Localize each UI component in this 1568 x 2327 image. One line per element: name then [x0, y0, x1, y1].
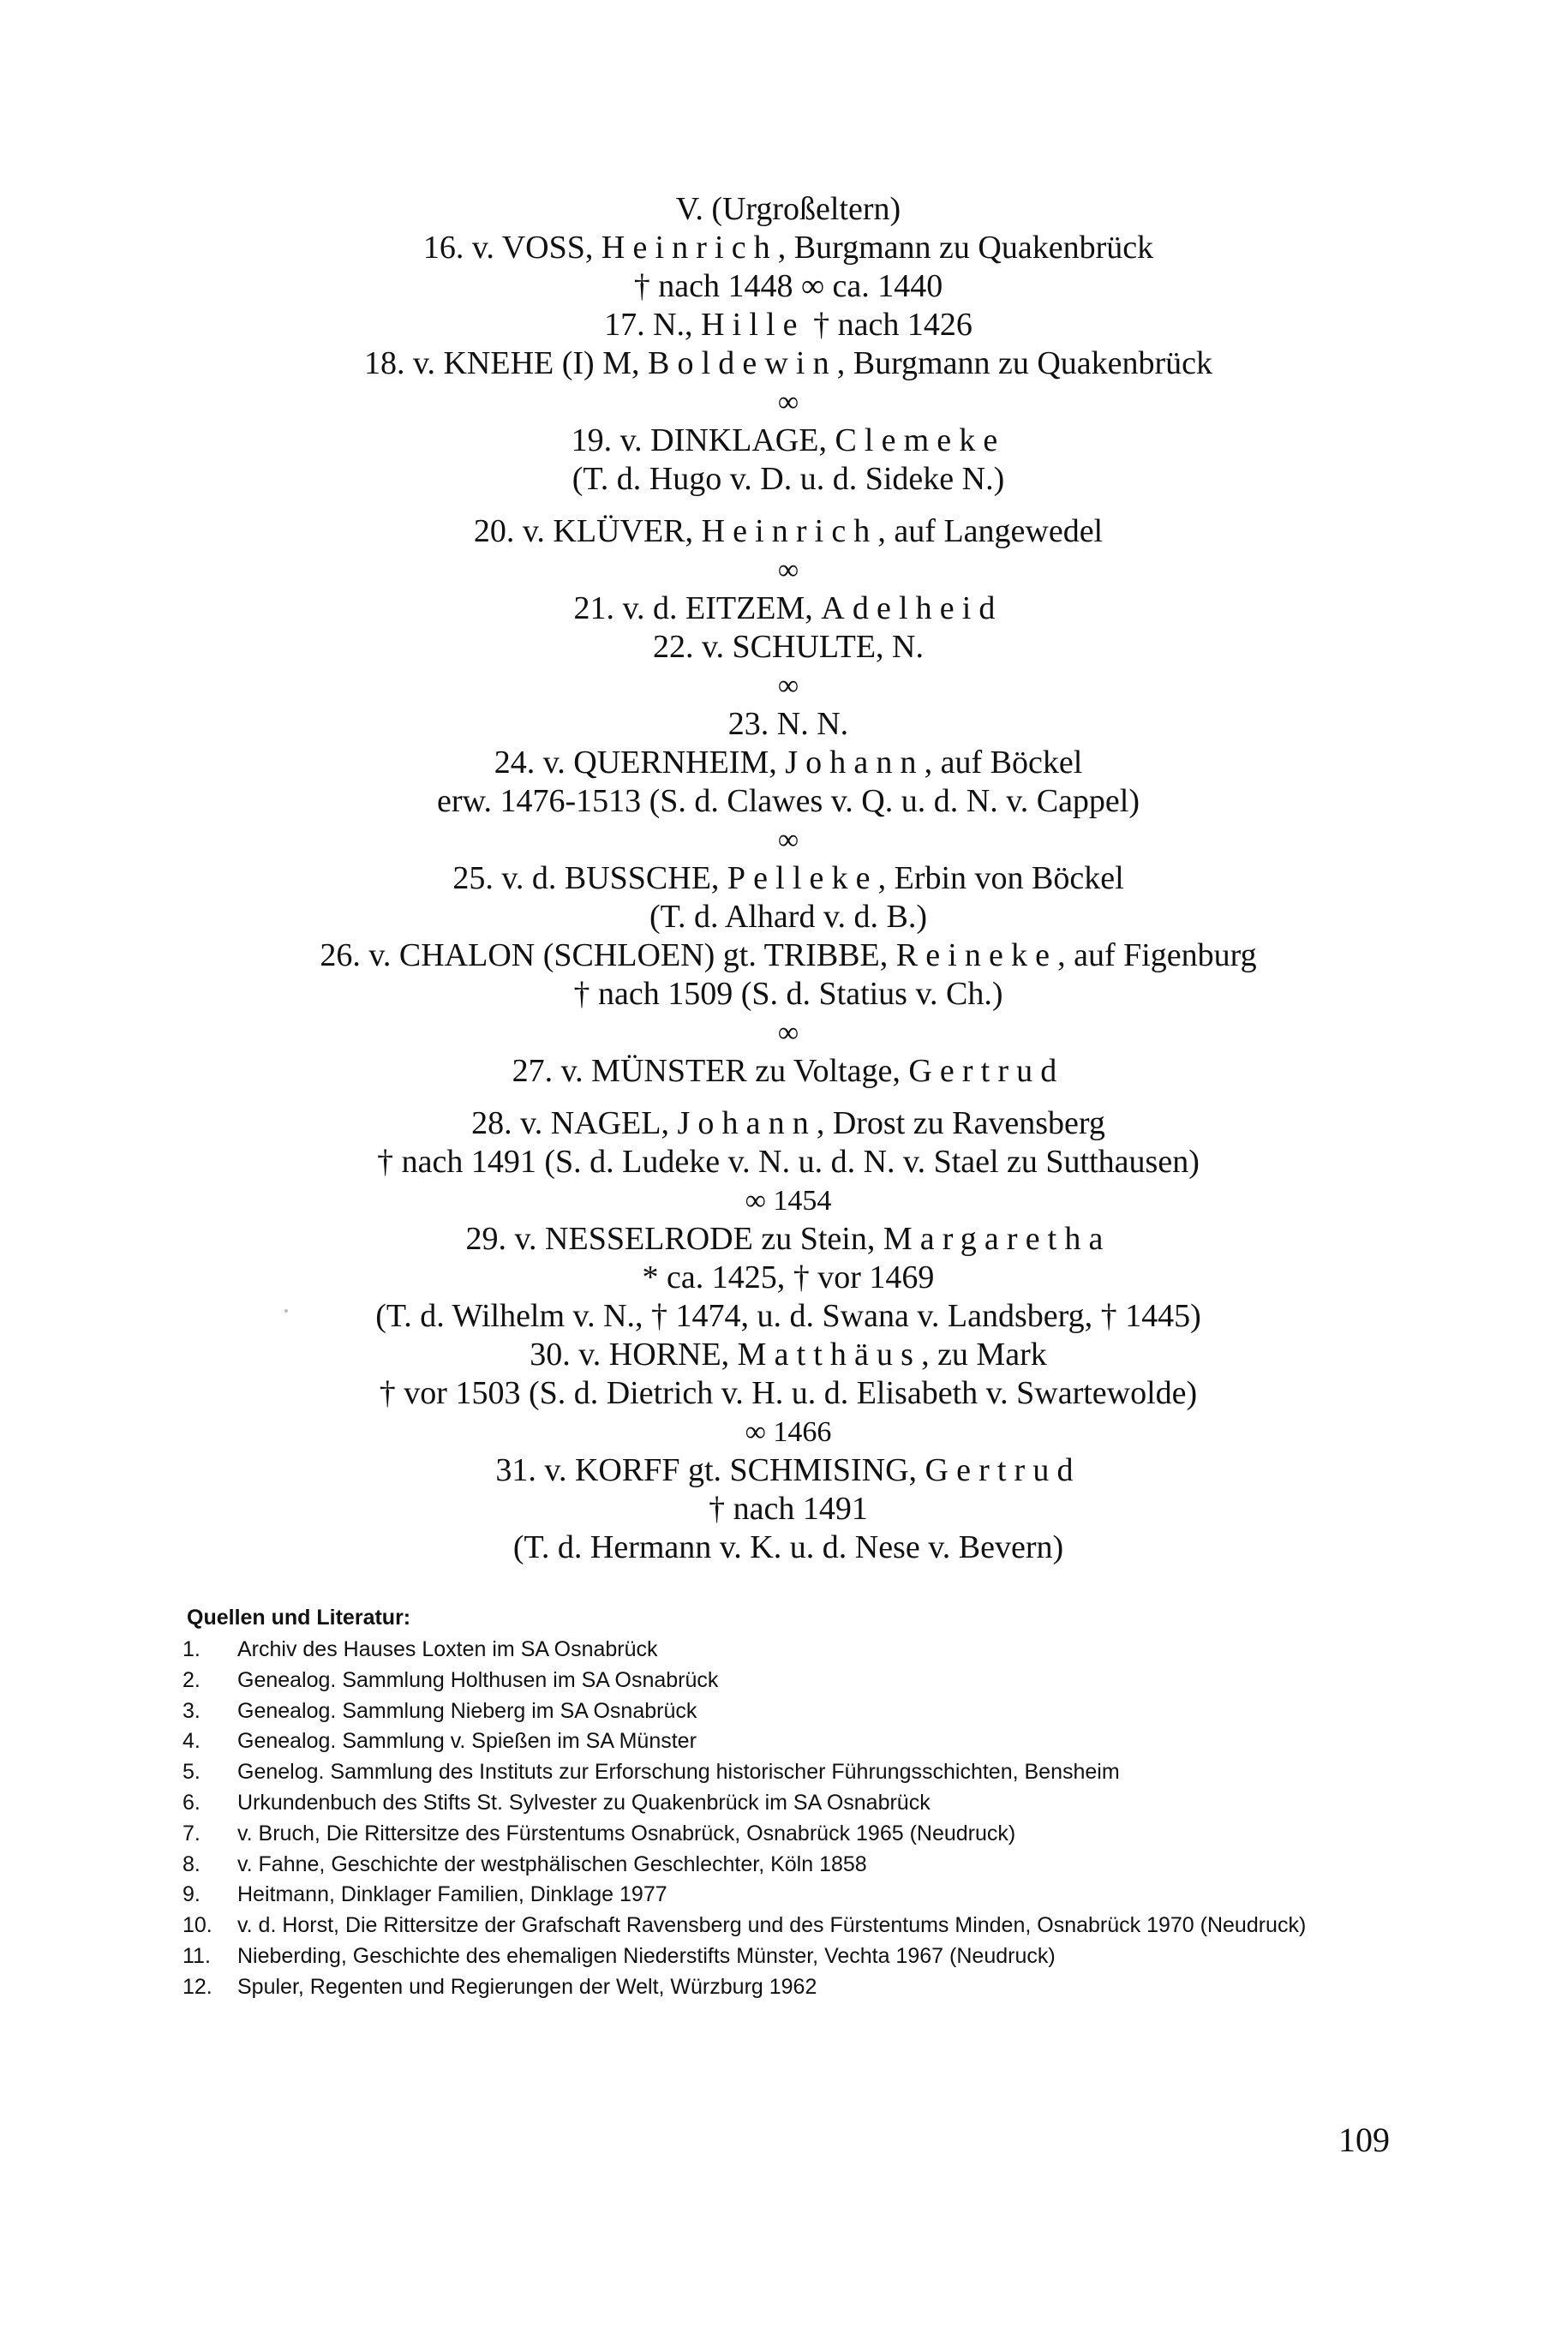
- ancestor-29: 29. v. NESSELRODE zu Stein, Margaretha: [465, 1221, 1111, 1257]
- source-item: [176, 1696, 1397, 1727]
- marriage-symbol: ∞: [777, 1017, 799, 1049]
- ancestor-31-parents: (T. d. Hermann v. K. u. d. Nese v. Bevern): [512, 1529, 1064, 1565]
- section-heading: V. (Urgroßeltern): [675, 191, 901, 227]
- source-number: 6.: [183, 1790, 200, 1815]
- ancestor-26-dates: † nach 1509 (S. d. Statius v. Ch.): [573, 976, 1003, 1012]
- ancestor-20: 20. v. KLÜVER, Heinrich, auf Langewedel: [473, 513, 1104, 549]
- source-item: [176, 1788, 1397, 1819]
- source-text: v. Fahne, Geschichte der westphälischen Geschlechter, Köln 1858: [237, 1851, 867, 1876]
- source-number: 12.: [183, 1974, 212, 1999]
- ancestor-30-dates: † vor 1503 (S. d. Dietrich v. H. u. d. Elisabeth v. Swartewolde): [379, 1375, 1198, 1411]
- ancestor-24: 24. v. QUERNHEIM, Johann, auf Böckel: [494, 745, 1083, 781]
- source-text: v. Bruch, Die Rittersitze des Fürstentums Osnabrück, Osnabrück 1965 (Neudruck): [237, 1821, 1016, 1845]
- source-text: Archiv des Hauses Loxten im SA Osnabrück: [237, 1637, 658, 1661]
- given-name: Gertrud: [908, 1053, 1065, 1089]
- ancestor-30: 30. v. HORNE, Matthäus, zu Mark: [530, 1337, 1047, 1373]
- ancestor-23: 23. N. N.: [727, 706, 849, 742]
- source-item: [176, 1726, 1397, 1757]
- source-text: Genealog. Sammlung Nieberg im SA Osnabrück: [237, 1698, 697, 1723]
- given-name: Hille: [701, 307, 805, 343]
- given-name: Boldewin: [648, 345, 837, 381]
- source-number: 10.: [183, 1913, 212, 1938]
- source-number: 9.: [183, 1882, 200, 1907]
- marriage-date: ∞ 1454: [745, 1185, 832, 1217]
- given-name: Johann: [785, 745, 925, 781]
- ancestor-26: 26. v. CHALON (SCHLOEN) gt. TRIBBE, Reineke, auf Figenburg: [320, 937, 1257, 973]
- marriage-symbol: ∞: [777, 554, 799, 586]
- ancestor-29-parents: (T. d. Wilhelm v. N., † 1474, u. d. Swana v. Landsberg, † 1445): [375, 1298, 1201, 1334]
- ancestor-24-dates: erw. 1476-1513 (S. d. Clawes v. Q. u. d. N. v. Cappel): [436, 783, 1140, 819]
- ancestor-16: 16. v. VOSS, Heinrich, Burgmann zu Quakenbrück: [422, 230, 1154, 266]
- ancestor-22: 22. v. SCHULTE, N.: [653, 629, 924, 665]
- given-name: Heinrich: [601, 230, 778, 266]
- source-item: [176, 1972, 1397, 2003]
- source-item: [176, 1941, 1397, 1972]
- source-text: Genelog. Sammlung des Instituts zur Erforschung historischer Führungsschichten, Bensheim: [237, 1760, 1120, 1785]
- source-text: Urkundenbuch des Stifts St. Sylvester zu Quakenbrück im SA Osnabrück: [237, 1790, 931, 1815]
- source-number: 3.: [183, 1698, 200, 1723]
- source-number: 2.: [183, 1667, 200, 1692]
- ancestor-25: 25. v. d. BUSSCHE, Pelleke, Erbin von Böckel: [452, 860, 1124, 896]
- source-item: [176, 1880, 1397, 1911]
- source-item: [176, 1757, 1397, 1788]
- given-name: Johann: [677, 1105, 817, 1141]
- source-item: [176, 1911, 1397, 1941]
- given-name: Pelleke: [727, 860, 878, 896]
- ancestor-19: 19. v. DINKLAGE, Clemeke: [571, 422, 1006, 458]
- source-number: 1.: [183, 1637, 200, 1661]
- ancestor-list: [197, 190, 1379, 1567]
- ancestor-31: 31. v. KORFF gt. SCHMISING, Gertrud: [495, 1452, 1081, 1488]
- ancestor-17: 17. N., Hille † nach 1426: [604, 307, 973, 343]
- sources-list: [176, 1635, 1397, 2003]
- source-number: 4.: [183, 1729, 200, 1754]
- ancestor-28-dates: † nach 1491 (S. d. Ludeke v. N. u. d. N. v. Stael zu Sutthausen): [377, 1144, 1200, 1180]
- source-item: [176, 1850, 1397, 1881]
- source-text: Nieberding, Geschichte des ehemaligen Niederstifts Münster, Vechta 1967 (Neudruck): [237, 1943, 1056, 1968]
- source-item: [176, 1666, 1397, 1696]
- given-name: Heinrich: [701, 513, 878, 549]
- scan-speck: [284, 1309, 288, 1313]
- given-name: Matthäus: [737, 1337, 922, 1373]
- ancestor-29-dates: * ca. 1425, † vor 1469: [642, 1259, 935, 1295]
- marriage-symbol: ∞: [777, 670, 799, 702]
- given-name: Reineke: [895, 937, 1058, 973]
- marriage-symbol: ∞: [777, 386, 799, 418]
- ancestor-19-parents: (T. d. Hugo v. D. u. d. Sideke N.): [572, 461, 1005, 497]
- source-item: [176, 1819, 1397, 1850]
- sources-title: Quellen und Literatur:: [187, 1606, 411, 1630]
- source-text: Spuler, Regenten und Regierungen der Welt, Würzburg 1962: [237, 1974, 817, 1999]
- ancestor-18: 18. v. KNEHE (I) M, Boldewin, Burgmann zu Quakenbrück: [363, 345, 1213, 381]
- source-text: v. d. Horst, Die Rittersitze der Grafschaft Ravensberg und des Fürstentums Minden, Osnabrück 1970 (Neudruck): [237, 1913, 1307, 1938]
- source-number: 11.: [183, 1943, 211, 1968]
- marriage-symbol: ∞: [777, 824, 799, 856]
- source-text: Genealog. Sammlung v. Spießen im SA Münster: [237, 1729, 697, 1754]
- given-name: Margaretha: [883, 1221, 1111, 1257]
- source-text: Heitmann, Dinklager Familien, Dinklage 1977: [237, 1882, 667, 1907]
- given-name: Adelheid: [821, 590, 1003, 626]
- given-name: Gertrud: [925, 1452, 1081, 1488]
- source-number: 7.: [183, 1821, 200, 1845]
- ancestor-16-dates: † nach 1448 ∞ ca. 1440: [633, 268, 943, 304]
- marriage-date: ∞ 1466: [745, 1416, 832, 1448]
- ancestor-28: 28. v. NAGEL, Johann, Drost zu Ravensberg: [471, 1105, 1105, 1141]
- ancestor-31-dates: † nach 1491: [709, 1491, 868, 1527]
- source-item: [176, 1635, 1397, 1666]
- source-number: 5.: [183, 1760, 200, 1785]
- page-number: 109: [1338, 2121, 1390, 2159]
- ancestor-25-parents: (T. d. Alhard v. d. B.): [649, 899, 927, 935]
- ancestor-27: 27. v. MÜNSTER zu Voltage, Gertrud: [512, 1053, 1065, 1089]
- source-text: Genealog. Sammlung Holthusen im SA Osnabrück: [237, 1667, 719, 1692]
- given-name: Clemeke: [835, 422, 1006, 458]
- source-number: 8.: [183, 1851, 200, 1876]
- ancestor-21: 21. v. d. EITZEM, Adelheid: [573, 590, 1003, 626]
